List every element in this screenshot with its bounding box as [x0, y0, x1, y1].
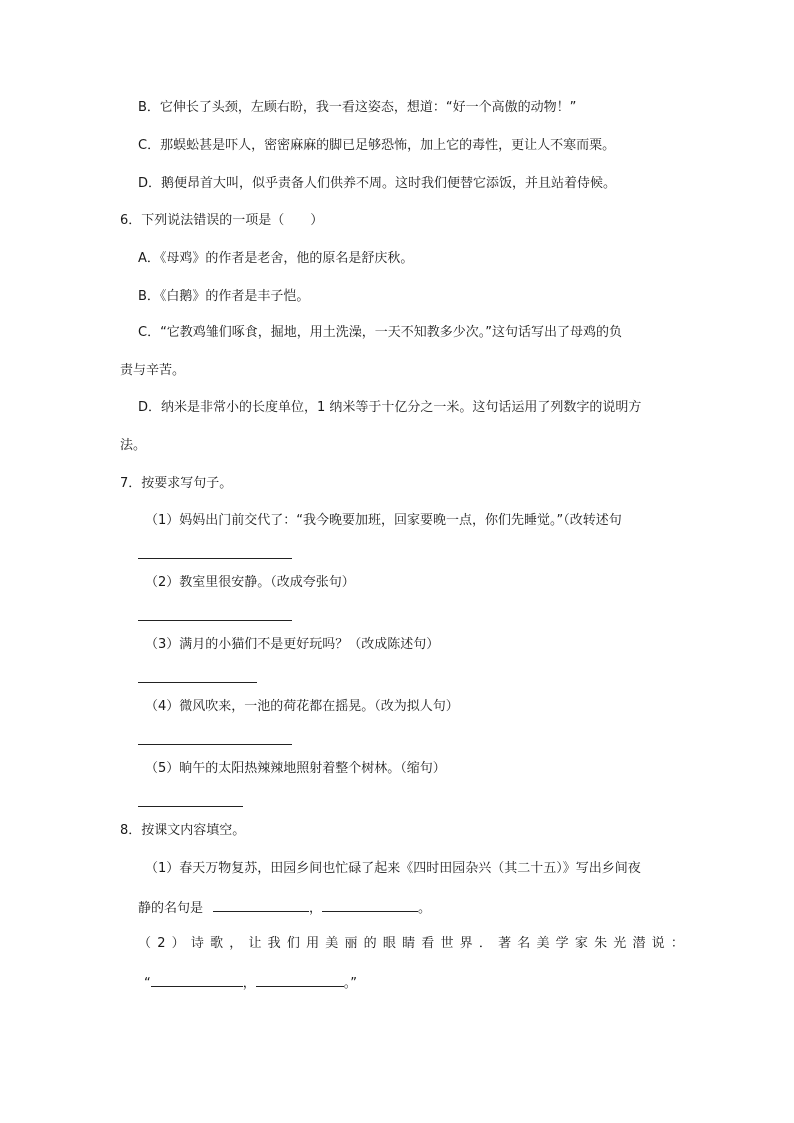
q7-item-4: （4）微风吹来，一池的荷花都在摇晃。（改为拟人句）: [145, 699, 459, 714]
q5-option-d: D．鹅便昂首大叫，似乎责备人们供养不周。这时我们便替它添饭，并且站着侍候。: [138, 176, 617, 191]
q8-item-2-line1: （2）诗歌，让我们用美丽的眼睛看世界．著名美学家朱光潜说：: [138, 936, 691, 951]
q8-stem: 8．按课文内容填空。: [120, 823, 246, 838]
q8-blank-4[interactable]: [256, 973, 344, 987]
q7-answer-blank-4[interactable]: [138, 744, 292, 745]
q8-item-1-end: 。: [418, 901, 432, 916]
q6-option-c-line2: 责与辛苦。: [120, 363, 186, 378]
q8-blank-3[interactable]: [151, 973, 243, 987]
q5-option-c: C．那蜈蚣甚是吓人，密密麻麻的脚已足够恐怖，加上它的毒性，更让人不寒而栗。: [138, 138, 616, 153]
q8-item-2-separator: ，: [242, 976, 256, 991]
q8-item-1-line1: （1）春天万物复苏，田园乡间也忙碌了起来《四时田园杂兴（其二十五）》写出乡间夜: [145, 861, 641, 876]
q8-item-2-open-quote: “: [144, 976, 151, 991]
q7-answer-blank-1[interactable]: [138, 558, 292, 559]
q7-answer-blank-2[interactable]: [138, 620, 292, 621]
q8-blank-2[interactable]: [322, 898, 418, 912]
q6-option-c-line1: C．“它教鸡雏们啄食，掘地，用土洗澡，一天不知教多少次。”这句话写出了母鸡的负: [138, 325, 623, 340]
q8-item-1-line2: [138, 898, 431, 918]
q8-item-2-close-quote: 。”: [343, 976, 358, 991]
q7-answer-blank-5[interactable]: [138, 806, 243, 807]
q6-option-b: B．《白鹅》的作者是丰子恺。: [138, 289, 310, 304]
q7-item-1: （1）妈妈出门前交代了：“我今晚要加班，回家要晚一点，你们先睡觉。”（改转述句: [145, 513, 622, 528]
q6-stem: 6．下列说法错误的一项是（ ）: [120, 213, 324, 228]
q8-item-1-separator: ，: [309, 901, 323, 916]
q8-item-1-prefix: 静的名句是: [138, 901, 204, 916]
q6-option-d-line1: D．纳米是非常小的长度单位，1 纳米等于十亿分之一米。这句话运用了列数字的说明方: [138, 400, 642, 415]
q8-blank-1[interactable]: [213, 898, 309, 912]
q5-option-b: B．它伸长了头颈，左顾右盼，我一看这姿态，想道：“好一个高傲的动物！”: [138, 100, 577, 115]
q7-item-3: （3）满月的小猫们不是更好玩吗？（改成陈述句）: [145, 637, 440, 652]
q6-option-d-line2: 法。: [120, 438, 147, 453]
q7-answer-blank-3[interactable]: [138, 682, 257, 683]
q6-option-a: A．《母鸡》的作者是老舍，他的原名是舒庆秋。: [138, 251, 414, 266]
q7-item-2: （2）教室里很安静。（改成夸张句）: [145, 575, 355, 590]
q7-stem: 7．按要求写句子。: [120, 476, 233, 491]
q8-item-2-line2: [144, 973, 357, 993]
q7-item-5: （5）晌午的太阳热辣辣地照射着整个树林。（缩句）: [145, 761, 446, 776]
